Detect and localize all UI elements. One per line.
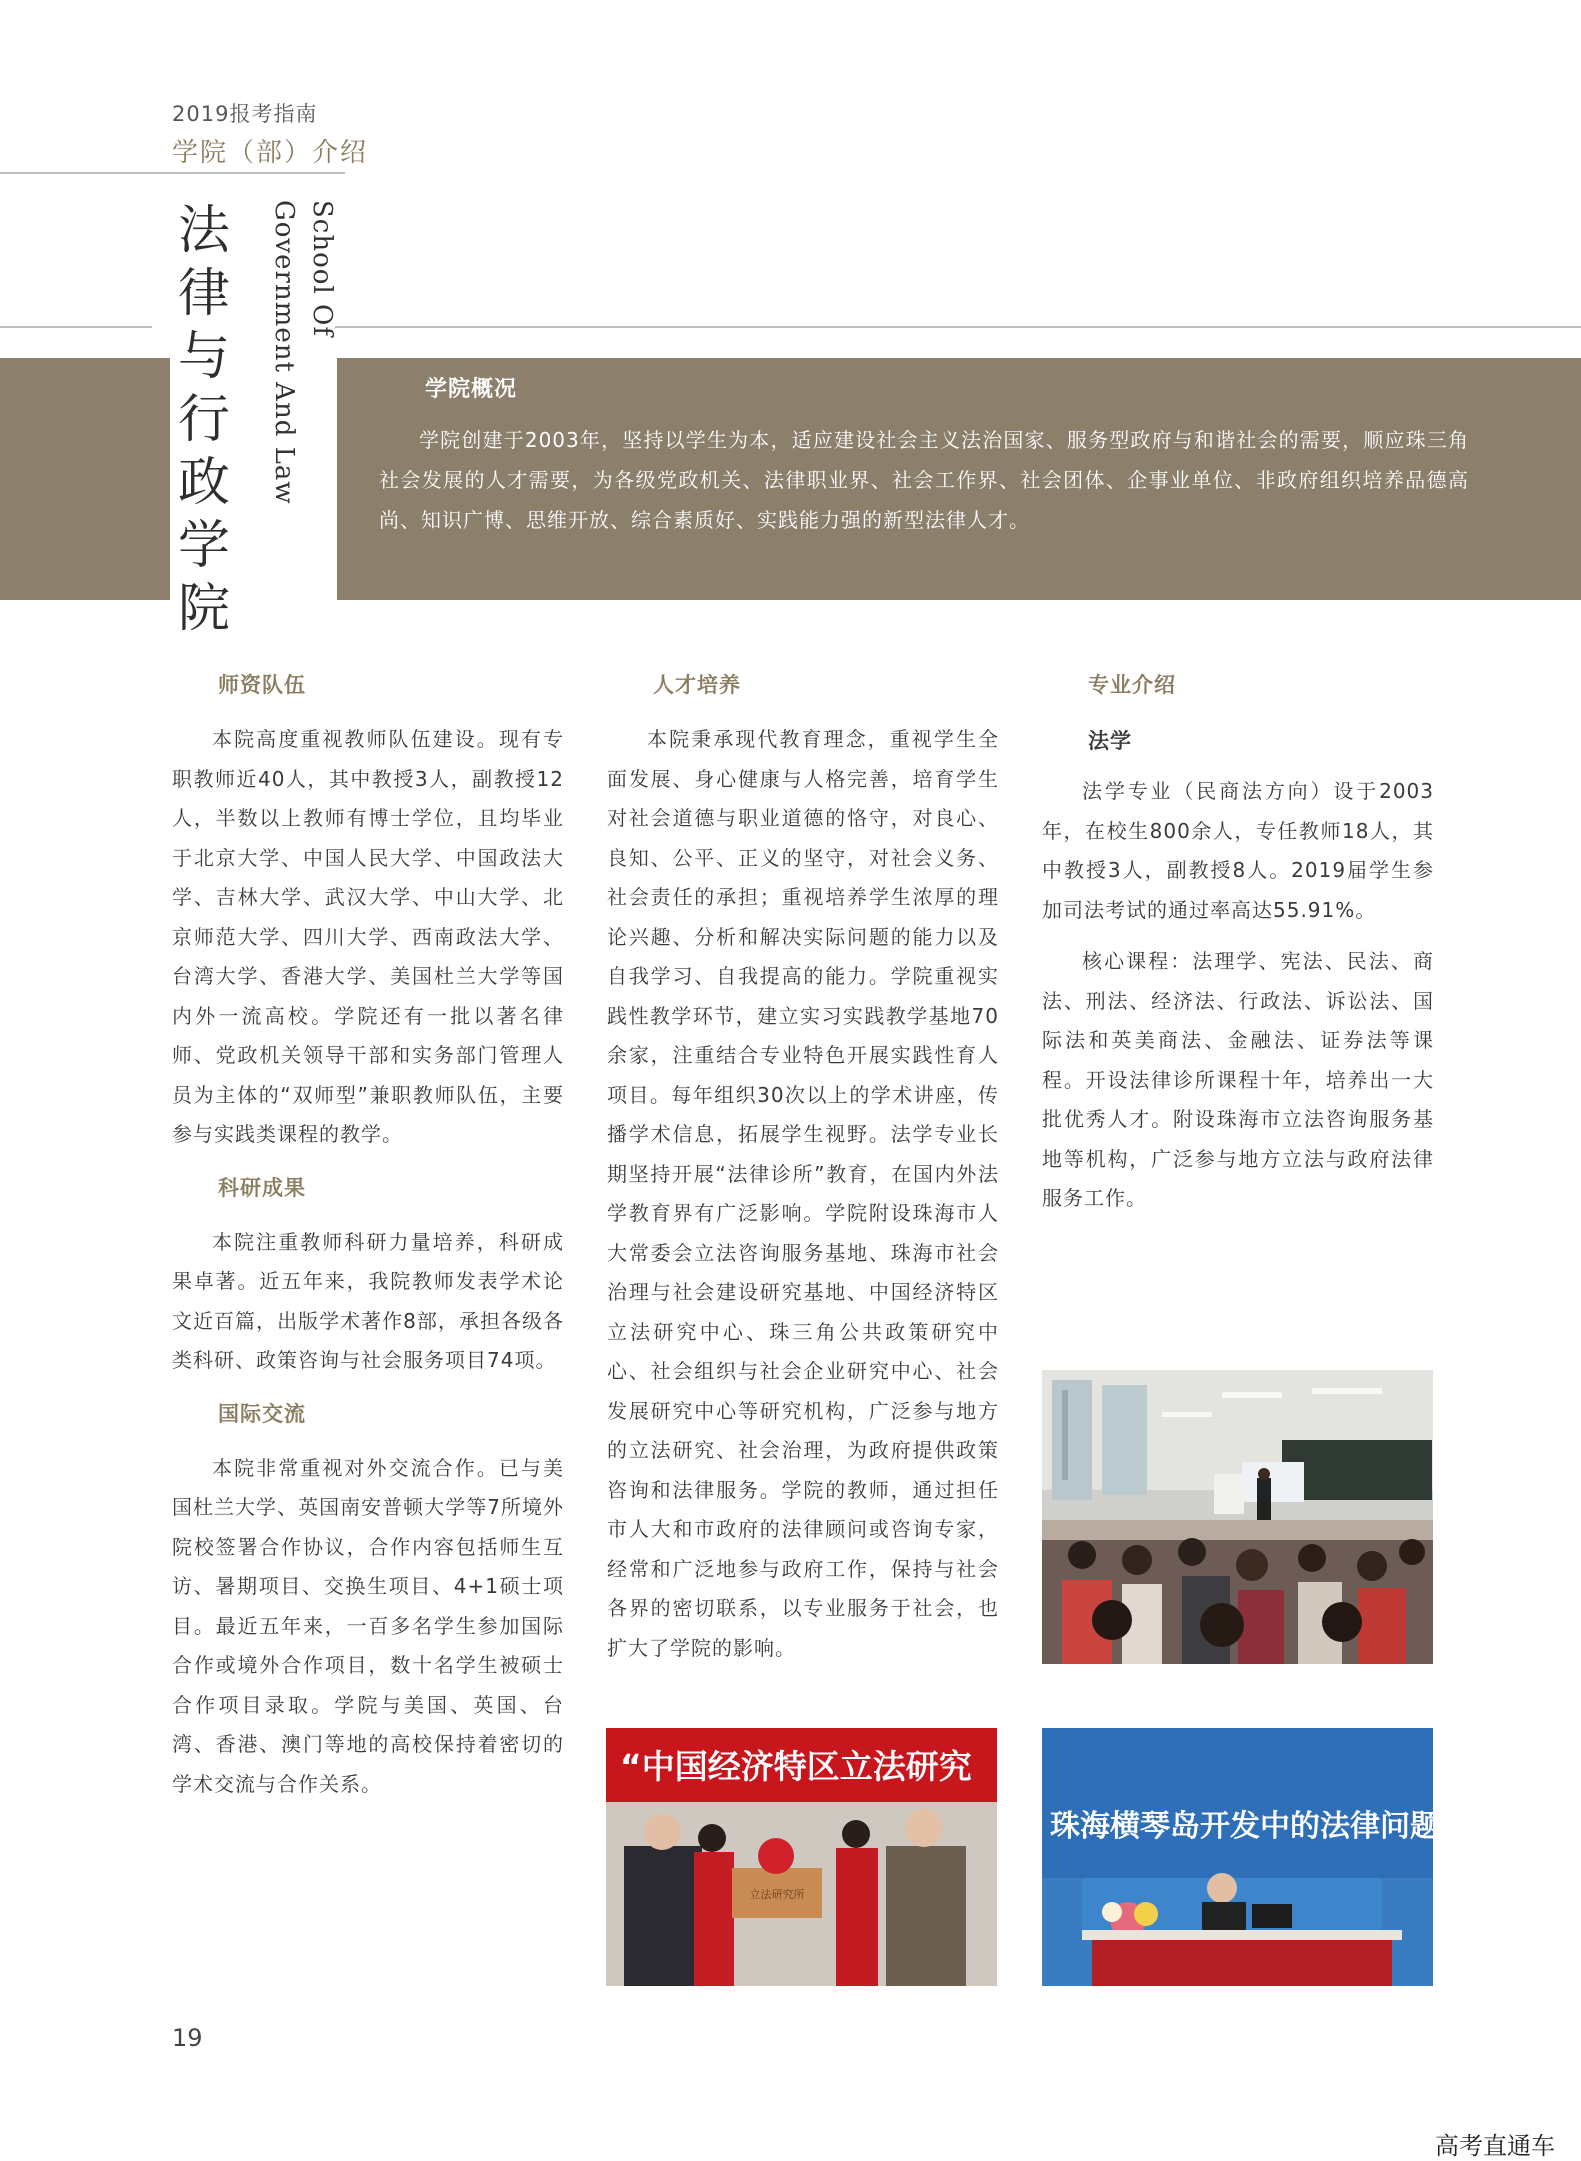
faculty-heading: 师资队伍: [218, 673, 306, 697]
overview-text: 学院创建于2003年，坚持以学生为本，适应建设社会主义法治国家、服务型政府与和谐社会的需要，顺应珠三角社会发展的人才需要，为各级党政机关、法律职业界、社会工作界、社会团体、企事业单位、非政府组织培养品德高尚、知识广博、思维开放、综合素质好、实践能力强的新型法律人才。: [379, 428, 1469, 532]
overview-heading: 学院概况: [425, 377, 518, 402]
title-divider-left: [0, 326, 152, 328]
seminar-banner-text: 珠海横琴岛开发中的法律问题研讨会: [1050, 1809, 1530, 1844]
research-heading: 科研成果: [218, 1175, 306, 1200]
ceremony-banner-text: “中国经济特区立法研究: [620, 1747, 972, 1786]
training-heading: 人才培养: [653, 673, 741, 697]
overview-band: [337, 358, 1581, 600]
college-name-cn: 法律与行政学院: [178, 201, 231, 639]
major-heading: 专业介绍: [1088, 673, 1176, 697]
page-number: 19: [172, 2024, 203, 2052]
training-text: 本院秉承现代教育理念，重视学生全面发展、身心健康与人格完善，培育学生对社会道德与职业道德的恪守，对良心、良知、公平、正义的坚守，对社会义务、社会责任的承担；重视培养学生浓厚的理论兴趣、分析和解决实际问题的能力以及自我学习、自我提高的能力。学院重视实践性教学环节，建立实习实践教学基地70余家，注重结合专业特色开展实践性育人项目。每年组织30次以上的学术讲座，传播学术信息，拓展学生视野。法学专业长期坚持开展“法律诊所”教育，在国内外法学教育界有广泛影响。学院附设珠海市人大常委会立法咨询服务基地、珠海市社会治理与社会建设研究基地、中国经济特区立法研究中心、珠三角公共政策研究中心、社会组织与社会企业研究中心、社会发展研究中心等研究机构，广泛参与地方的立法研究、社会治理，为政府提供政策咨询和法律服务。学院的教师，通过担任市人大和市政府的法律顾问或咨询专家，经常和广泛地参与政府工作，保持与社会各界的密切联系，以专业服务于社会，也扩大了学院的影响。: [607, 727, 999, 1660]
column-middle: [607, 664, 999, 1680]
major-text-1: 法学专业（民商法方向）设于2003年，在校生800余人，专任教师18人，其中教授3人，副教授8人。2019届学生参加司法考试的通过率高达55.91%。: [1042, 779, 1434, 922]
intl-text: 本院非常重视对外交流合作。已与美国杜兰大学、英国南安普顿大学等7所境外院校签署合作协议，合作内容包括师生互访、暑期项目、交换生项目、4+1硕士项目。最近五年来，一百多名学生参加国际合作或境外合作项目，数十名学生被硕士合作项目录取。学院与美国、英国、台湾、香港、澳门等地的高校保持着密切的学术交流与合作关系。: [172, 1455, 564, 1796]
plaque-text: 立法研究所: [749, 1888, 805, 1901]
major-text-2: 核心课程：法理学、宪法、民法、商法、刑法、经济法、行政法、诉讼法、国际法和英美商法、金融法、证券法等课程。开设法律诊所课程十年，培养出一大批优秀人才。附设珠海市立法咨询服务基地等机构，广泛参与地方立法与政府法律服务工作。: [1042, 949, 1434, 1210]
ceremony-illustration: [606, 1728, 997, 1986]
watermark: 高考直通车: [1435, 2132, 1555, 2160]
college-name-en-line1: School Of: [307, 200, 337, 337]
column-right: [1042, 664, 1434, 1231]
faculty-text: 本院高度重视教师队伍建设。现有专职教师近40人，其中教授3人，副教授12人，半数以上教师有博士学位，且均毕业于北京大学、中国人民大学、中国政法大学、吉林大学、武汉大学、中山大学、北京师范大学、四川大学、西南政法大学、台湾大学、香港大学、美国杜兰大学等国内外一流高校。学院还有一批以著名律师、党政机关领导干部和实务部门管理人员为主体的“双师型”兼职教师队伍，主要参与实践类课程的教学。: [172, 727, 564, 1146]
intl-heading: 国际交流: [218, 1401, 306, 1426]
ceremony-photo: [606, 1728, 997, 1986]
overview-band-left: [0, 358, 170, 600]
classroom-illustration: [1042, 1370, 1433, 1664]
college-name-en: [260, 200, 340, 530]
seminar-illustration: [1042, 1728, 1530, 1986]
research-text: 本院注重教师科研力量培养，科研成果卓著。近五年来，我院教师发表学术论文近百篇，出版学术著作8部，承担各级各类科研、政策咨询与社会服务项目74项。: [172, 1229, 564, 1372]
classroom-photo: [1042, 1370, 1433, 1664]
guide-title: 2019报考指南: [172, 102, 318, 126]
seminar-photo: [1042, 1728, 1530, 1986]
major-name: 法学: [1088, 729, 1132, 753]
college-name-en-line2: Government And Law: [269, 200, 299, 505]
column-left: [172, 664, 564, 1816]
title-divider-right: [335, 326, 1581, 328]
section-title: 学院（部）介绍: [172, 138, 369, 168]
header-divider: [0, 172, 345, 174]
